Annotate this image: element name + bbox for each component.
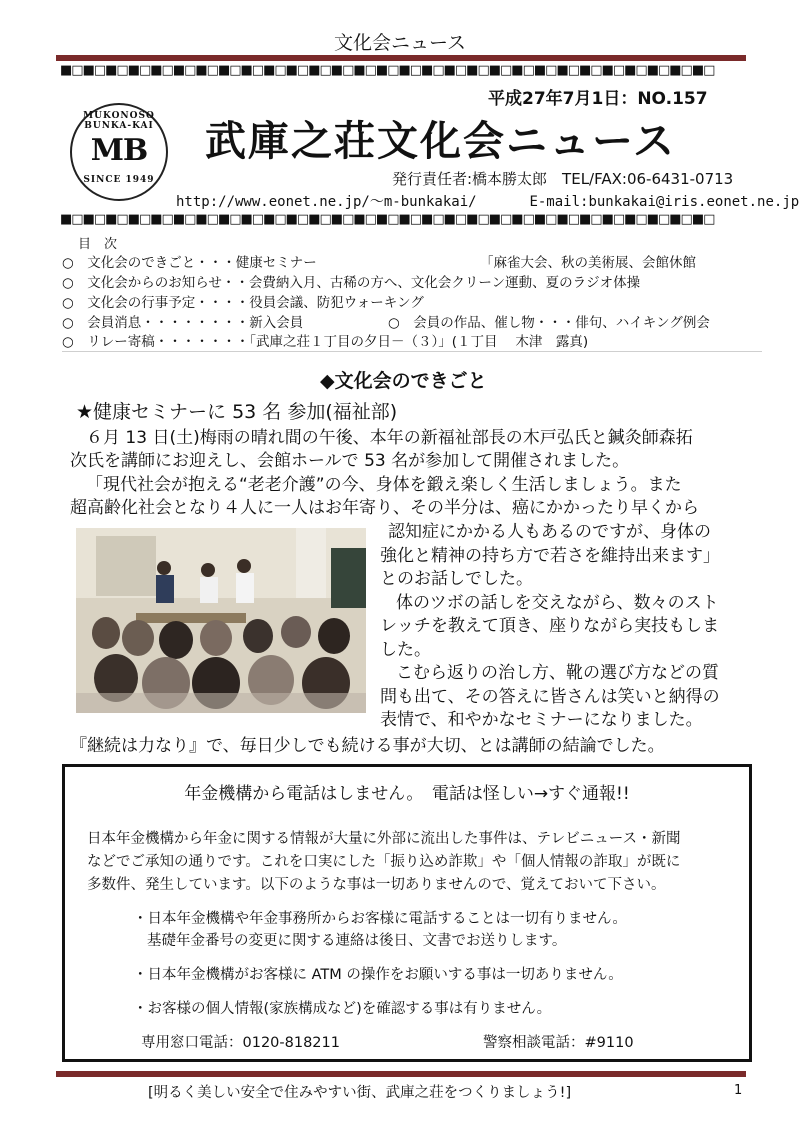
toc-divider	[62, 351, 762, 352]
email-link[interactable]: E-mail:bunkakai@iris.eonet.ne.jp	[529, 194, 800, 210]
article-line: レッチを教えて頂き、座りながら実技もしま	[380, 616, 720, 636]
logo-bottom-text: SINCE 1949	[83, 175, 155, 185]
logo-top-text: MUKONOSO BUNKA-KAI	[83, 111, 155, 131]
article-line: 強化と精神の持ち方で若さを維持出来ます」	[380, 546, 720, 566]
toc-item: ○ 会員消息・・・・・・・・新入会員	[62, 315, 304, 331]
notice-paragraph-line: などでご承知の通りです。これを口実にした「振り込め詐欺」や「個人情報の詐取」が既に	[87, 854, 681, 870]
notice-paragraph-line: 日本年金機構から年金に関する情報が大量に外部に流出した事件は、テレビニュース・新聞	[87, 831, 681, 847]
square-pattern-bottom: ■□■□■□■□■□■□■□■□■□■□■□■□■□■□■□■□■□■□■□■□■□■□■□■□■□■□■□■□■□	[60, 212, 715, 227]
toc-heading: 目 次	[78, 237, 118, 252]
logo-mb-text: MB	[90, 133, 148, 168]
hotline-phone: 専用窓口電話：0120-818211	[141, 1035, 340, 1051]
page-title: 武庫之荘文化会ニュース	[205, 117, 676, 165]
notice-bullet: ・日本年金機構がお客様に ATM の操作をお願いする事は一切ありません。	[133, 967, 623, 983]
page-number: 1	[734, 1083, 743, 1098]
bottom-rule	[56, 1071, 746, 1077]
seminar-photo-image	[76, 528, 366, 713]
article-line: 超高齢化社会となり４人に一人はお年寄り、その半分は、癌にかかったり早くから	[70, 498, 699, 518]
toc-item-right: 「麻雀大会、秋の美術展、会館休館	[480, 255, 696, 271]
article-line: 表情で、和やかなセミナーになりました。	[380, 710, 703, 730]
newsletter-label: 文化会ニュース	[333, 32, 467, 54]
toc-item: ○ 文化会のできごと・・・健康セミナー	[62, 255, 317, 271]
notice-bullet: ・日本年金機構や年金事務所からお客様に電話することは一切有りません。	[133, 911, 627, 927]
notice-paragraph-line: 多数件、発生しています。以下のような事は一切ありませんので、覚えておいて下さい。	[87, 877, 666, 893]
top-rule	[56, 55, 746, 61]
contact-line	[176, 191, 799, 211]
article-line: 次氏を講師にお迎えし、会館ホールで 53 名が参加して開催されました。	[70, 451, 630, 471]
police-phone: 警察相談電話：#9110	[483, 1035, 634, 1051]
notice-bullet: ・お客様の個人情報(家族構成など)を確認する事は有りません。	[133, 1001, 552, 1017]
toc-item: ○ リレー寄稿・・・・・・・「武庫之荘１丁目の夕日－（３）」(１丁目 木津 露真)	[62, 334, 589, 350]
pension-warning-box	[62, 764, 752, 1062]
toc-item: ○ 文化会の行事予定・・・・役員会議、防犯ウォーキング	[62, 295, 424, 311]
article-line: ６月 13 日(土)梅雨の晴れ間の午後、本年の新福祉部長の木戸弘氏と鍼灸師森拓	[86, 428, 693, 448]
article-line: 認知症にかかる人もあるのですが、身体の	[388, 522, 711, 542]
article-line: 「現代社会が抱える“老老介護”の今、身体を鍛え楽しく生活しましょう。また	[86, 475, 682, 495]
notice-title: 年金機構から電話はしません。 電話は怪しい→すぐ通報!!	[184, 784, 630, 804]
footer-slogan: [明るく美しい安全で住みやすい街、武庫之荘をつくりましょう!]	[148, 1085, 572, 1101]
seminar-photo	[76, 528, 366, 713]
publisher-info: 発行責任者:橋本勝太郎 TEL/FAX:06-6431-0713	[392, 170, 734, 188]
issue-date-number: 平成27年7月1日：NO.157	[488, 89, 708, 109]
article-line: 『継続は力なり』で、毎日少しでも続ける事が大切、とは講師の結論でした。	[70, 736, 665, 756]
article-line: とのお話しでした。	[380, 569, 533, 589]
section-title: ◆文化会のできごと	[320, 370, 487, 392]
website-link[interactable]: http://www.eonet.ne.jp/～m-bunkakai/	[176, 194, 477, 210]
article-line: こむら返りの治し方、靴の選び方などの質	[396, 663, 719, 683]
toc-item: ○ 文化会からのお知らせ・・会費納入月、古稀の方へ、文化会クリーン運動、夏のラジオ体操	[62, 275, 641, 291]
article-subhead: ★健康セミナーに 53 名 参加(福祉部)	[76, 401, 398, 423]
notice-bullet-continued: 基礎年金番号の変更に関する連絡は後日、文書でお送りします。	[147, 933, 567, 949]
square-pattern-top: ■□■□■□■□■□■□■□■□■□■□■□■□■□■□■□■□■□■□■□■□■□■□■□■□■□■□■□■□■□	[60, 63, 715, 78]
mb-logo	[70, 103, 168, 201]
article-line: 問も出て、その答えに皆さんは笑いと納得の	[380, 687, 720, 707]
article-line: 体のツボの話しを交えながら、数々のスト	[396, 593, 719, 613]
toc-item-right: ○ 会員の作品、催し物・・・俳句、ハイキング例会	[388, 315, 710, 331]
article-line: した。	[380, 640, 431, 660]
